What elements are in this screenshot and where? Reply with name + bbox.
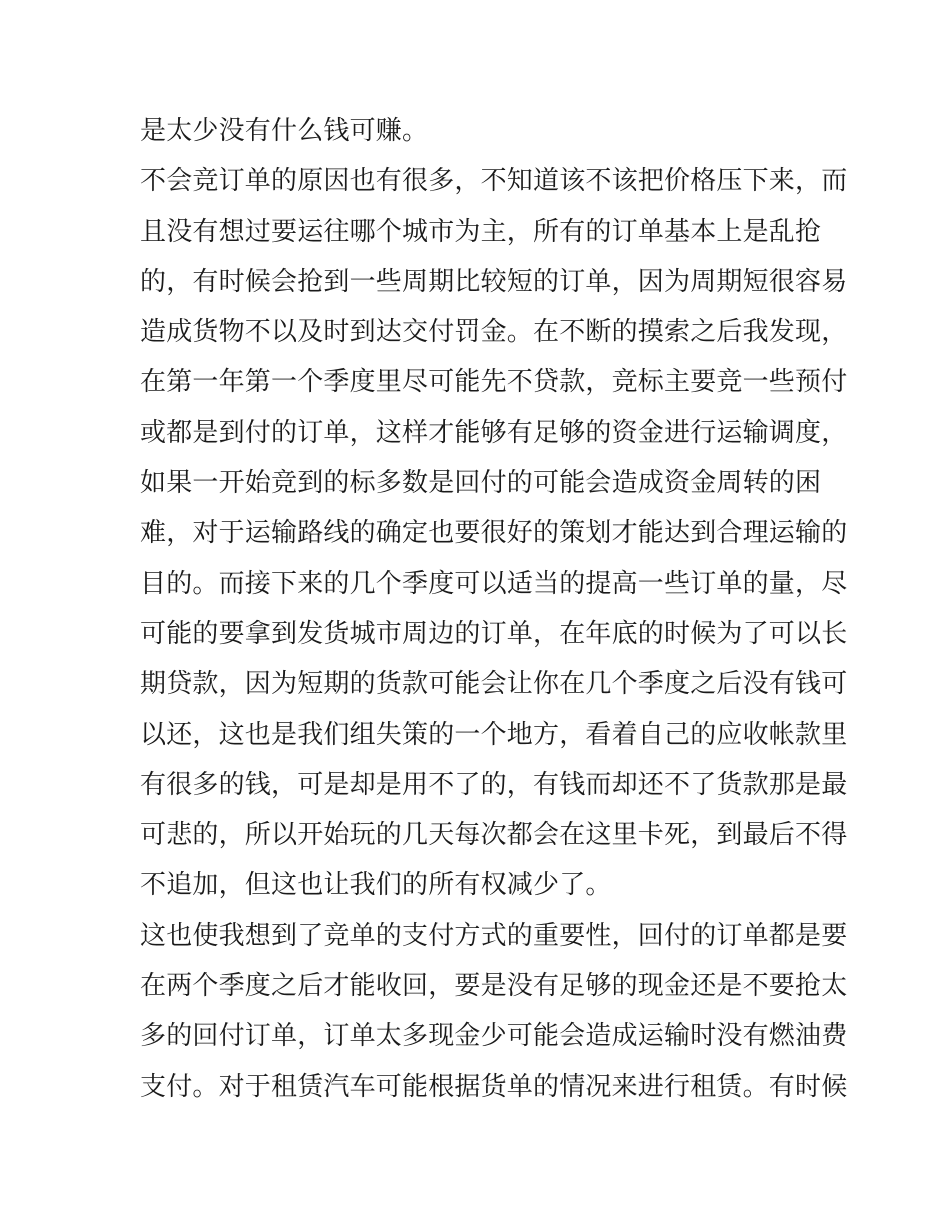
- text-line: 或都是到付的订单，这样才能够有足够的资金进行运输调度，: [140, 417, 848, 448]
- text-line: 如果一开始竞到的标多数是回付的可能会造成资金周转的困: [140, 468, 822, 499]
- text-line: 期贷款，因为短期的货款可能会让你在几个季度之后没有钱可: [140, 669, 848, 700]
- text-line: 目的。而接下来的几个季度可以适当的提高一些订单的量，尽: [140, 568, 848, 599]
- text-line: 以还，这也是我们组失策的一个地方，看着自己的应收帐款里: [140, 719, 848, 750]
- text-line: 不追加，但这也让我们的所有权减少了。: [140, 870, 612, 901]
- text-line: 支付。对于租赁汽车可能根据货单的情况来进行租赁。有时候: [140, 1071, 848, 1102]
- text-line: 难，对于运输路线的确定也要很好的策划才能达到合理运输的: [140, 518, 848, 549]
- text-line: 多的回付订单，订单太多现金少可能会造成运输时没有燃油费: [140, 1021, 848, 1052]
- text-line: 在第一年第一个季度里尽可能先不贷款，竞标主要竞一些预付: [140, 367, 848, 398]
- text-line: 在两个季度之后才能收回，要是没有足够的现金还是不要抢太: [140, 971, 848, 1002]
- text-line: 不会竞订单的原因也有很多，不知道该不该把价格压下来，而: [140, 166, 848, 197]
- text-line: 且没有想过要运往哪个城市为主，所有的订单基本上是乱抢: [140, 216, 822, 247]
- text-line: 是太少没有什么钱可赚。: [140, 116, 429, 146]
- text-line: 有很多的钱，可是却是用不了的，有钱而却还不了货款那是最: [140, 769, 848, 800]
- text-line: 这也使我想到了竞单的支付方式的重要性，回付的订单都是要: [140, 920, 848, 951]
- body-text: [140, 106, 848, 1112]
- text-line: 可悲的，所以开始玩的几天每次都会在这里卡死，到最后不得: [140, 820, 848, 851]
- text-line: 造成货物不以及时到达交付罚金。在不断的摸索之后我发现，: [140, 317, 848, 348]
- text-line: 的，有时候会抢到一些周期比较短的订单，因为周期短很容易: [140, 266, 848, 297]
- text-line: 可能的要拿到发货城市周边的订单，在年底的时候为了可以长: [140, 618, 848, 649]
